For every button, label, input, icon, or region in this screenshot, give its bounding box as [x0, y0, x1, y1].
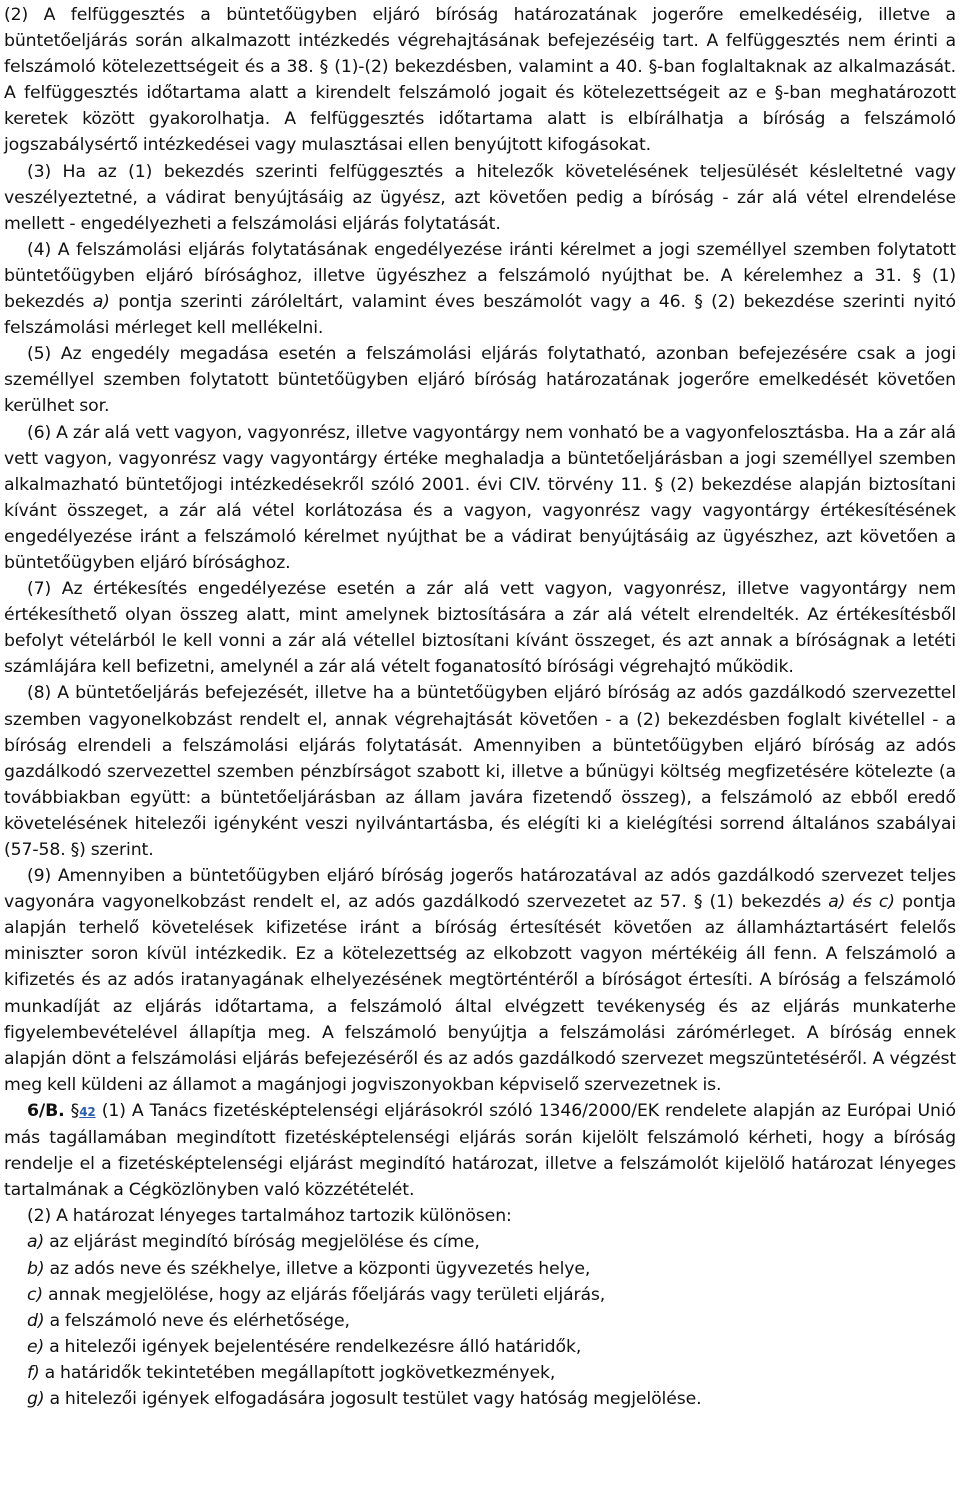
article-6b: [4, 1098, 956, 1203]
list-item: [4, 1256, 956, 1282]
paragraph-text: (7) Az értékesítés engedélyezése esetén a zár alá vett vagyon, vagyonrész, illetve vagyontárgy nem értékesíthető olyan összeg alatt, mint amelynek biztosítására a zár alá vételt elrendelték. Az értékesítésből befolyt vételárból le kell vonni a zár alá vétellel biztosítani kívánt összeget, és azt annak a bíróságnak a letéti számlájára kell befizetni, amelynél a zár alá vételt foganatosító bírósági végrehajtó működik.: [4, 579, 956, 678]
paragraph-point-ref: a) és c): [828, 892, 895, 913]
article-text: (1) A Tanács fizetésképtelenségi eljárásokról szóló 1346/2000/EK rendelete alapján az Európai Unió más tagállamában megindított fizetésképtelenségi eljárás során kijelölt felszámoló kérheti, hogy a bíróság rendelje el a fizetésképtelenségi eljárást megindító határozat, illetve a felszámolót kijelölő határozat lényeges tartalmának a Cégközlönyben való közzétételét.: [4, 1100, 956, 1201]
paragraph-5: [4, 341, 956, 419]
article-id: 6/B.: [27, 1100, 65, 1121]
list-item-text: az adós neve és székhelye, illetve a központi ügyvezetés helye,: [44, 1258, 591, 1279]
paragraph-text-after: pontja szerinti záróleltárt, valamint éves beszámolót vagy a 46. § (2) bekezdése szerinti nyitó felszámolási mérleget kell mellékelni.: [4, 292, 956, 339]
list-marker: c): [27, 1284, 44, 1305]
paragraph-2: [4, 2, 956, 159]
list-item-text: az eljárást megindító bíróság megjelölése és címe,: [44, 1232, 480, 1253]
paragraph-point-ref: a): [92, 292, 110, 313]
paragraph-text-before: (9) Amennyiben a büntetőügyben eljáró bíróság jogerős határozatával az adós gazdálkodó szervezet teljes vagyonára vagyonelkobzást rendelt el, az adós gazdálkodó szervezetet az 57. § (1) bekezdés: [4, 866, 956, 913]
paragraph-text: (3) Ha az (1) bekezdés szerinti felfüggesztés a hitelezők követelésének teljesülését késleltetné vagy veszélyeztetné, a vádirat benyújtásáig az ügyész, azt követően pedig a bíróság - zár alá vétel elrendelése mellett - engedélyezheti a felszámolási eljárás folytatását.: [4, 161, 956, 234]
list-item: [4, 1282, 956, 1308]
list-item-text: annak megjelölése, hogy az eljárás főeljárás vagy területi eljárás,: [43, 1284, 606, 1305]
list-item-text: a hitelezői igények bejelentésére rendelkezésre álló határidők,: [44, 1336, 582, 1357]
paragraph-text: (6) A zár alá vett vagyon, vagyonrész, illetve vagyontárgy nem vonható be a vagyonfelosztásba. Ha a zár alá vett vagyon, vagyonrész vagy vagyontárgy értéke meghaladja a büntetőeljárásban a jogi személlyel szemben alkalmazható büntetőjogi intézkedésekről szóló 2001. évi CIV. törvény 11. § (2) bekezdése alapján biztosítani kívánt összeget, a zár alá vétel korlátozása és a vagyon, vagyonrész vagy vagyontárgy értékesítésének engedélyezése iránt a felszámoló kérelmet nyújthat be a vádirat benyújtásáig az ügyészhez, azt követően a büntetőügyben eljáró bírósághoz.: [4, 422, 956, 573]
list-item-text: a felszámoló neve és elérhetősége,: [44, 1310, 350, 1331]
list-item-text: a hitelezői igények elfogadására jogosult testület vagy hatóság megjelölése.: [44, 1388, 702, 1409]
list-marker: e): [27, 1336, 45, 1357]
paragraph-4: [4, 237, 956, 341]
section-sign: §: [70, 1100, 80, 1121]
paragraph-text: (2) A felfüggesztés a büntetőügyben eljáró bíróság határozatának jogerőre emelkedéséig, illetve a büntetőeljárás során alkalmazott intézkedés végrehajtásának befejezéséig tart. A felfüggesztés nem érinti a felszámoló kötelezettségeit és a 38. § (1)-(2) bekezdésben, valamint a 40. §-ban foglaltaknak az alkalmazását. A felfüggesztés időtartama alatt a kirendelt felszámoló jogait és kötelezettségeit az e §-ban meghatározott keretek között gyakorolhatja. A felfüggesztés időtartama alatt is elbírálhatja a bíróság a felszámoló jogszabálysértő intézkedései vagy mulasztásai ellen benyújtott kifogásokat.: [4, 5, 956, 156]
list-item: [4, 1229, 956, 1255]
list-marker: a): [27, 1232, 45, 1253]
list-item: [4, 1360, 956, 1386]
list-marker: f): [27, 1362, 40, 1383]
list-item: [4, 1308, 956, 1334]
list-marker: g): [27, 1388, 45, 1409]
article-6b-paragraph-2-intro: [4, 1203, 956, 1229]
paragraph-3: [4, 159, 956, 237]
paragraph-6: [4, 420, 956, 577]
list-marker: d): [27, 1310, 45, 1331]
list-item-text: a határidők tekintetében megállapított jogkövetkezmények,: [39, 1362, 556, 1383]
paragraph-text: (8) A büntetőeljárás befejezését, illetve ha a büntetőügyben eljáró bíróság az adós gazdálkodó szervezettel szemben vagyonelkobzást rendelt el, annak végrehajtását követően - a (2) bekezdésben foglalt kivétellel - a bíróság elrendeli a felszámolási eljárás folytatását. Amennyiben a büntetőügyben eljáró bíróság az adós gazdálkodó szervezettel szemben pénzbírságot szabott ki, illetve a bűnügyi költség megfizetésére kötelezte (a továbbiakban együtt: a büntetőeljárásban az állam javára fizetendő összeg), a felszámoló az ebből eredő követelésének hitelezői igényként veszi nyilvántartásba, és elégíti ki a kielégítési sorrend általános szabályai (57-58. §) szerint.: [4, 683, 956, 860]
paragraph-text-before: (4) A felszámolási eljárás folytatásának engedélyezése iránti kérelmet a jogi személlyel szemben folytatott büntetőügyben eljáró bírósághoz, illetve ügyészhez a felszámoló nyújthat be. A kérelemhez a 31. § (1) bekezdés: [4, 239, 956, 313]
paragraph-9: [4, 863, 956, 1098]
footnote-link[interactable]: 42: [79, 1104, 96, 1119]
list-item: [4, 1334, 956, 1360]
paragraph-7: [4, 576, 956, 680]
paragraph-8: [4, 680, 956, 863]
list-item: [4, 1386, 956, 1412]
paragraph-text: (2) A határozat lényeges tartalmához tartozik különösen:: [27, 1206, 512, 1227]
paragraph-text: (5) Az engedély megadása esetén a felszámolási eljárás folytatható, azonban befejezésére csak a jogi személlyel szemben folytatott büntetőügyben eljáró bíróság határozatának jogerőre emelkedését követően kerülhet sor.: [4, 344, 956, 417]
paragraph-text-after: pontja alapján terhelő követelések kifizetése iránt a bíróság értesítését követően az államháztartásért felelős miniszter soron kívül intézkedik. Ez a kötelezettség az elkobzott vagyon mértékéig áll fenn. A felszámoló a kifizetés és az adós iratanyagának elhelyezésének megtörténtéről a bíróságot értesíti. A bíróság a felszámoló munkadíját az eljárás időtartama, a felszámoló által elvégzett tevékenység és az eljárás munkaterhe figyelembevételével állapítja meg. A felszámoló benyújtja a felszámolási zárómérleget. A bíróság ennek alapján dönt a felszámolási eljárás befejezéséről és az adós gazdálkodó szervezet megszüntetéséről. A végzést meg kell küldeni az államot a magánjogi jogviszonyokban képviselő szervezetnek is.: [4, 892, 956, 1095]
list-marker: b): [27, 1258, 45, 1279]
